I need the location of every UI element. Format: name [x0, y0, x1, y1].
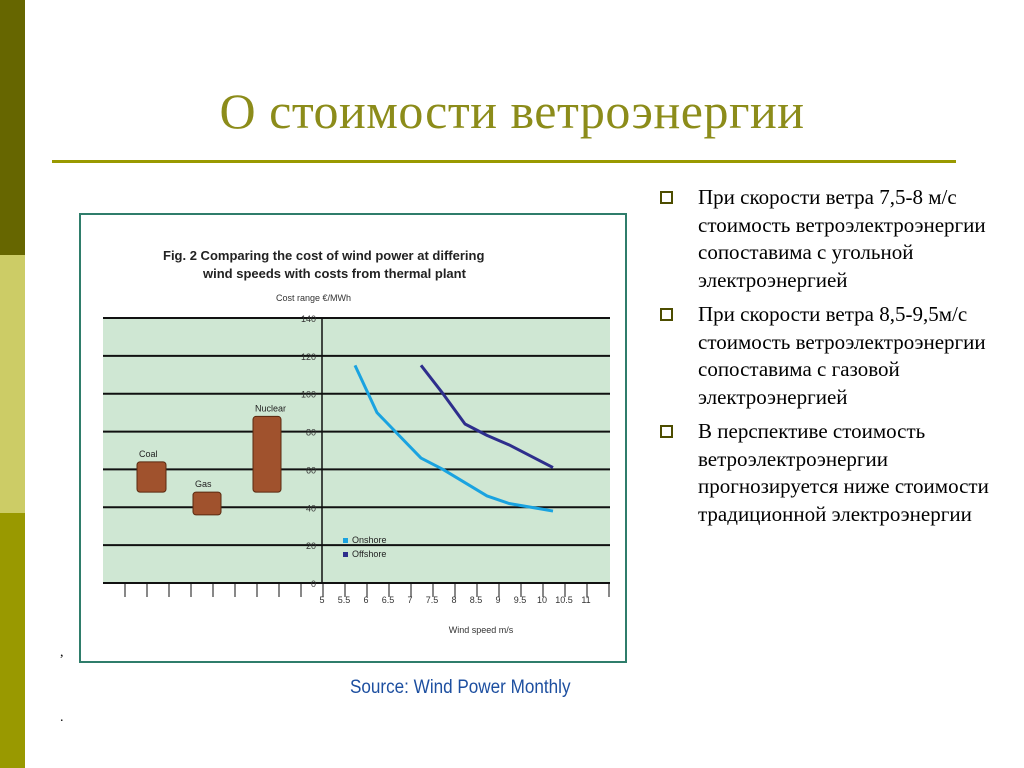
square-bullet-icon	[660, 191, 673, 204]
y-tick-label: 100	[300, 389, 316, 400]
bullet-item	[660, 184, 995, 294]
cost-comparison-chart	[81, 215, 625, 661]
x-tick-label: 5	[319, 595, 325, 605]
legend-label: Offshore	[352, 549, 387, 559]
square-bullet-icon	[660, 425, 673, 438]
stray-mark-period: .	[60, 710, 64, 725]
bullet-item	[660, 301, 995, 411]
y-tick-label: 140	[300, 314, 316, 324]
side-band-bottom	[0, 513, 25, 768]
range-bar-label: Coal	[139, 448, 158, 459]
bullet-text: При скорости ветра 7,5-8 м/с стоимость ветроэлектроэнергии сопоставима с угольной электроэнергией	[698, 185, 986, 292]
x-tick-label: 11	[581, 595, 591, 605]
x-axis-label: Wind speed m/s	[448, 625, 514, 635]
x-tick-label: 6.5	[381, 595, 395, 605]
source-caption: Source: Wind Power Monthly	[350, 677, 571, 698]
side-band-middle	[0, 255, 25, 513]
bullet-text: В перспективе стоимость ветроэлектроэнергии прогнозируется ниже стоимости традиционной электроэнергии	[698, 419, 989, 526]
x-tick-label: 5.5	[337, 595, 351, 605]
bullet-text: При скорости ветра 8,5-9,5м/с стоимость ветроэлектроэнергии сопоставима с газовой электроэнергией	[698, 302, 986, 409]
range-bar-gas	[193, 492, 221, 515]
title-divider	[52, 160, 956, 163]
bullet-item	[660, 418, 995, 528]
y-tick-label: 80	[305, 427, 316, 438]
x-tick-label: 6	[363, 595, 369, 605]
x-tick-label: 10	[536, 595, 548, 605]
range-bar-nuclear	[253, 416, 281, 492]
y-tick-label: 40	[305, 503, 316, 514]
x-tick-label: 8	[451, 595, 457, 605]
y-tick-label: 60	[305, 465, 316, 476]
legend-swatch	[343, 538, 348, 543]
square-bullet-icon	[660, 308, 673, 321]
slide-title: О стоимости ветроэнергии	[219, 83, 805, 139]
x-tick-label: 9.5	[513, 595, 527, 605]
legend-label: Onshore	[352, 535, 387, 545]
x-tick-label: 7.5	[425, 595, 439, 605]
range-bar-coal	[137, 462, 166, 492]
chart-title: Fig. 2 Comparing the cost of wind power at differing wind speeds with costs from thermal plant	[163, 248, 485, 281]
range-bar-label: Nuclear	[255, 403, 287, 414]
x-tick-label: 8.5	[469, 595, 483, 605]
y-tick-label: 120	[300, 351, 316, 362]
bullet-list	[660, 184, 995, 535]
stray-mark-comma: ,	[60, 645, 64, 660]
x-tick-label: 10.5	[555, 595, 573, 605]
figure-frame	[79, 213, 627, 663]
x-tick-label: 9	[495, 595, 501, 605]
y-tick-label: 20	[305, 541, 316, 552]
range-bar-label: Gas	[195, 479, 212, 490]
y-tick-label: 0	[310, 579, 316, 589]
legend-swatch	[343, 552, 348, 557]
y-axis-label: Cost range €/MWh	[276, 293, 352, 303]
x-tick-label: 7	[407, 595, 413, 605]
